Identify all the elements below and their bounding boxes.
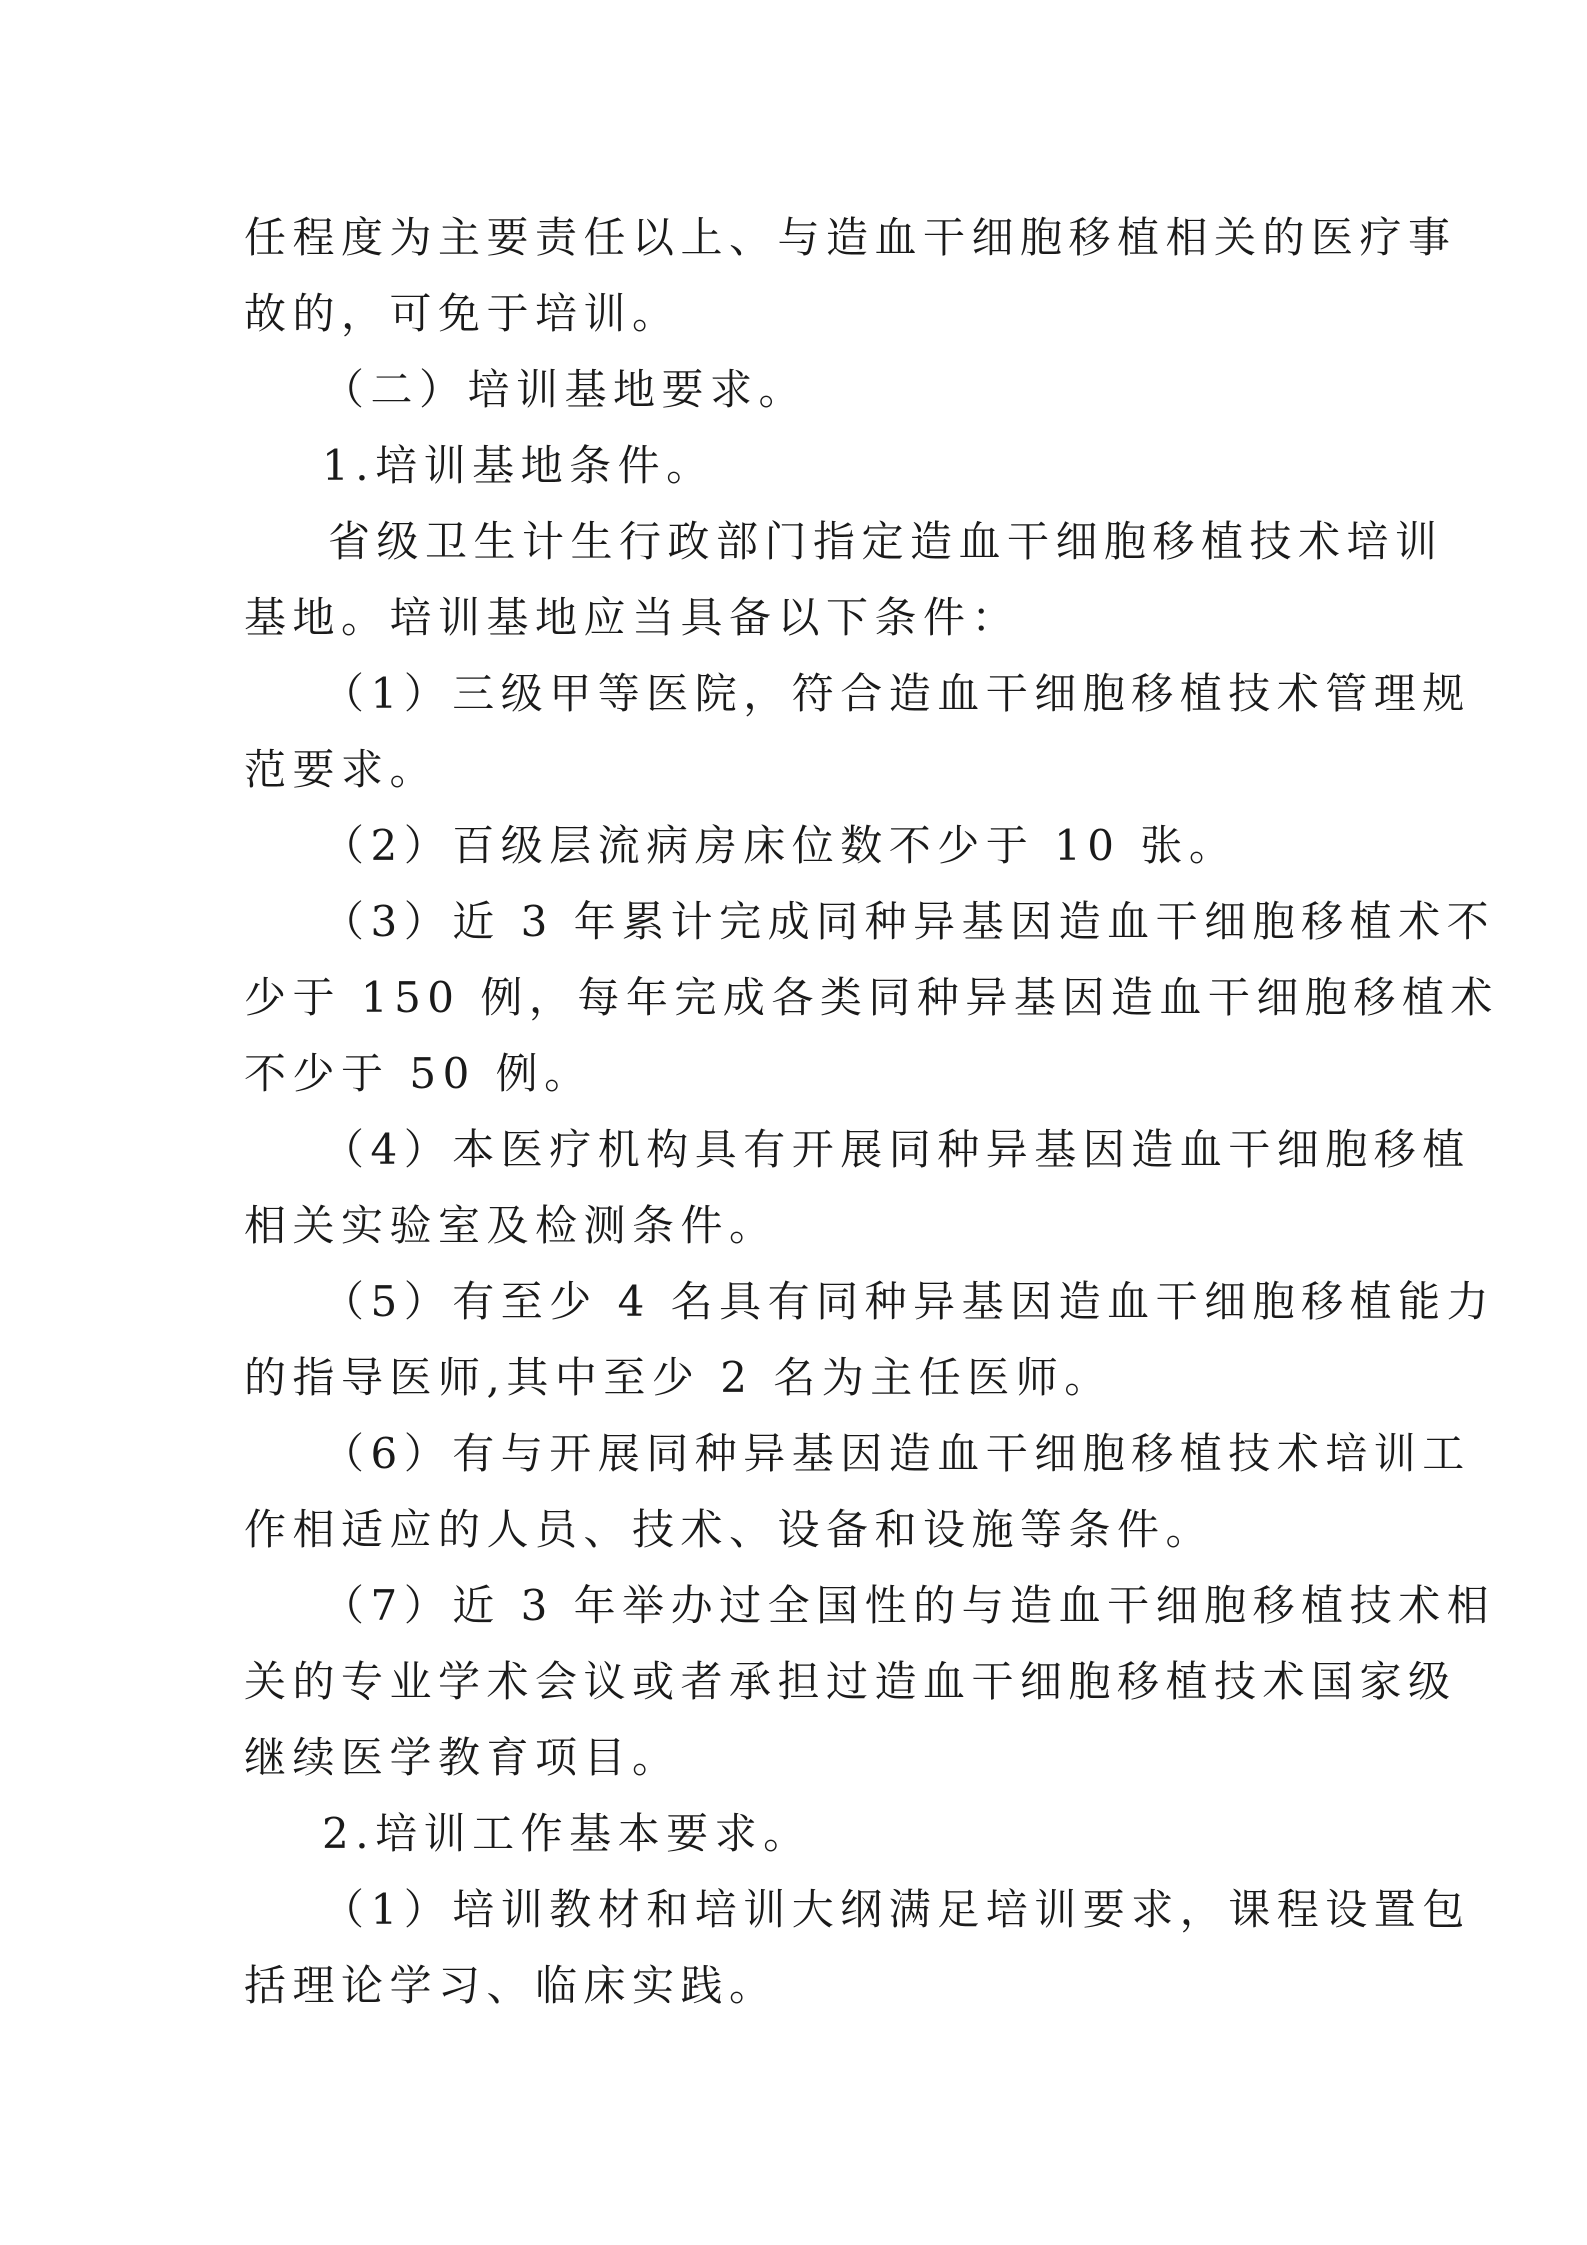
list-item-text: （1）培训教材和培训大纲满足培训要求，课程设置包: [322, 1885, 1471, 1934]
text-line: 基地。培训基地应当具备以下条件：: [244, 593, 1021, 642]
text-line: 关的专业学术会议或者承担过造血干细胞移植技术国家级: [244, 1657, 1457, 1706]
text-line: 省级卫生计生行政部门指定造血干细胞移植技术培训: [328, 517, 1444, 566]
list-item-text: （5）有至少 4 名具有同种异基因造血干细胞移植能力: [322, 1277, 1496, 1326]
list-item-text: （6）有与开展同种异基因造血干细胞移植技术培训工: [322, 1429, 1471, 1478]
list-item-text: （4）本医疗机构具有开展同种异基因造血干细胞移植: [322, 1125, 1471, 1174]
subsection-heading: 2.培训工作基本要求。: [322, 1809, 812, 1858]
text-line: 相关实验室及检测条件。: [244, 1201, 778, 1250]
list-item-text: （7）近 3 年举办过全国性的与造血干细胞移植技术相: [322, 1581, 1496, 1630]
list-item-text: （3）近 3 年累计完成同种异基因造血干细胞移植术不: [322, 897, 1496, 946]
text-line: 括理论学习、临床实践。: [244, 1961, 778, 2010]
section-heading: （二）培训基地要求。: [322, 365, 808, 414]
subsection-heading: 1.培训基地条件。: [322, 441, 715, 490]
text-line: 少于 150 例，每年完成各类同种异基因造血干细胞移植术: [244, 973, 1499, 1022]
text-line: 作相适应的人员、技术、设备和设施等条件。: [244, 1505, 1215, 1554]
text-line: 的指导医师,其中至少 2 名为主任医师。: [244, 1353, 1113, 1402]
list-item-text: （2）百级层流病房床位数不少于 10 张。: [322, 821, 1238, 870]
text-line: 故的，可免于培训。: [244, 289, 681, 338]
text-line: 任程度为主要责任以上、与造血干细胞移植相关的医疗事: [244, 213, 1457, 262]
text-line: 范要求。: [244, 745, 439, 794]
list-item-text: （1）三级甲等医院，符合造血干细胞移植技术管理规: [322, 669, 1471, 718]
text-line: 继续医学教育项目。: [244, 1733, 681, 1782]
text-line: 不少于 50 例。: [244, 1049, 593, 1098]
